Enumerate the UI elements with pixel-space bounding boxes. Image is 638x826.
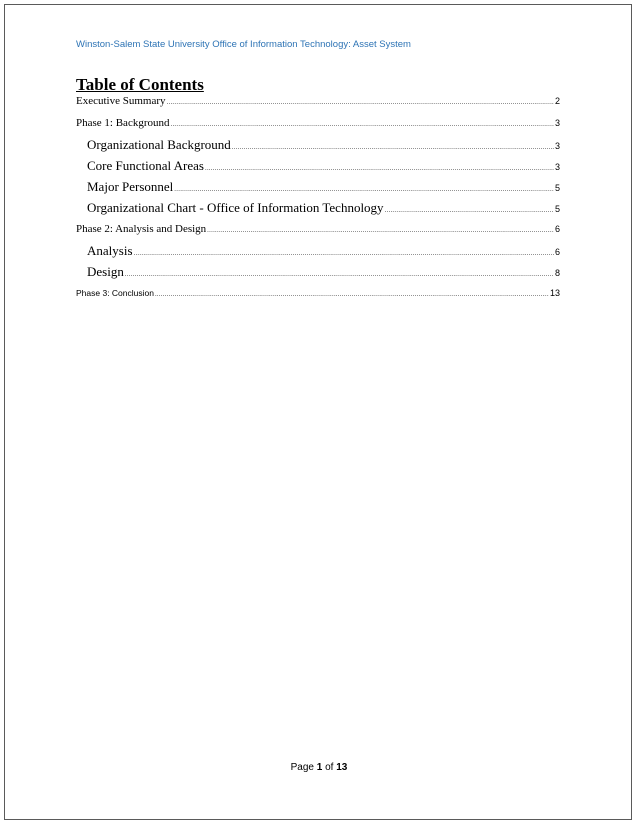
toc-leader-dots [167, 100, 554, 106]
toc-entry-title: Phase 1: Background [76, 117, 170, 129]
toc-entry-analysis[interactable] [76, 243, 560, 259]
toc-entry-title: Phase 3: Conclusion [76, 288, 154, 298]
toc-entry-organizational-background[interactable] [76, 137, 560, 153]
toc-entry-title: Organizational Background [87, 137, 231, 152]
toc-entry-core-functional-areas[interactable] [76, 158, 560, 174]
toc-entry-page: 8 [554, 268, 560, 278]
toc-entry-page: 6 [554, 247, 560, 257]
toc-leader-dots [207, 228, 554, 234]
toc-entry-title: Design [87, 264, 124, 279]
toc-entry-page: 6 [554, 224, 560, 234]
toc-leader-dots [232, 145, 554, 151]
toc-entry-executive-summary[interactable] [76, 95, 560, 107]
toc-entry-page: 3 [554, 118, 560, 128]
page-footer [0, 762, 638, 773]
footer-current-page: 1 [316, 762, 323, 773]
toc-leader-dots [385, 208, 554, 214]
toc-entry-title: Analysis [87, 243, 133, 258]
footer-total-pages: 13 [336, 762, 348, 773]
toc-entry-page: 5 [554, 183, 560, 193]
toc-entry-title: Executive Summary [76, 95, 166, 107]
toc-entry-phase-1[interactable] [76, 117, 560, 129]
toc-entry-page: 2 [554, 96, 560, 106]
toc-leader-dots [170, 122, 554, 128]
toc-leader-dots [205, 166, 554, 172]
toc-leader-dots [155, 292, 549, 298]
toc-entry-phase-3[interactable] [76, 288, 560, 298]
page-header: Winston-Salem State University Office of Information Technology: Asset System [76, 39, 411, 50]
toc-leader-dots [125, 272, 554, 278]
toc-entry-page: 13 [549, 288, 560, 298]
toc-entry-major-personnel[interactable] [76, 179, 560, 195]
toc-entry-page: 3 [554, 162, 560, 172]
toc-entry-page: 5 [554, 204, 560, 214]
toc-entry-design[interactable] [76, 264, 560, 280]
toc-entry-title: Organizational Chart - Office of Information Technology [87, 200, 384, 215]
toc-entry-organizational-chart[interactable] [76, 200, 560, 216]
toc-leader-dots [134, 251, 554, 257]
toc-leader-dots [174, 187, 554, 193]
footer-prefix: Page [290, 762, 317, 773]
toc-entry-title: Major Personnel [87, 179, 174, 194]
toc-entry-page: 3 [554, 141, 560, 151]
toc-entry-phase-2[interactable] [76, 223, 560, 235]
toc-title: Table of Contents [76, 75, 204, 94]
toc-entry-title: Core Functional Areas [87, 158, 204, 173]
footer-middle: of [322, 762, 337, 773]
toc-entry-title: Phase 2: Analysis and Design [76, 223, 207, 235]
